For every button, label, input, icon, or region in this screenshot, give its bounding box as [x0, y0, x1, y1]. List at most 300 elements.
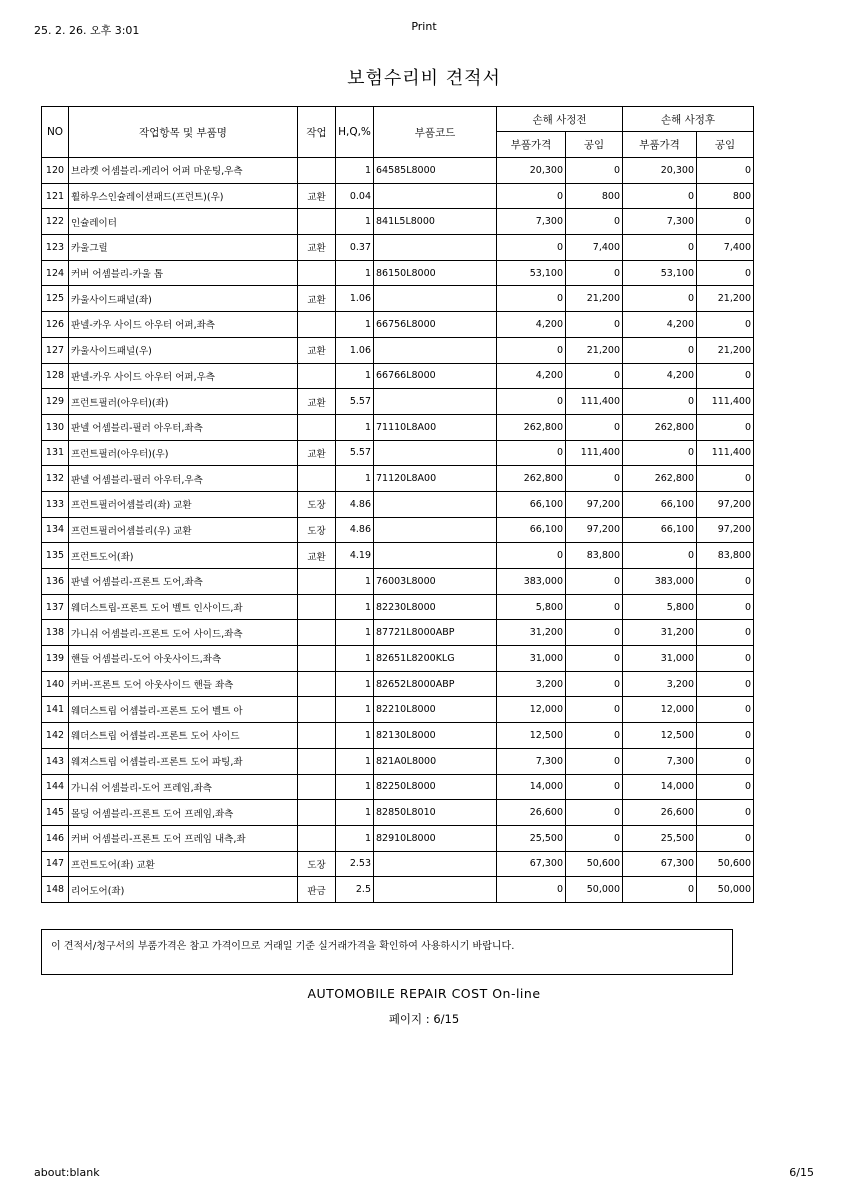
table-row: [42, 620, 754, 646]
cell-item: 브라켓 어셈블리-케리어 어퍼 마운팅,우측: [69, 158, 298, 184]
cell-item: 카울사이드패널(좌): [69, 286, 298, 312]
cell-qty: 1: [336, 260, 374, 286]
table-row: [42, 440, 754, 466]
cell-item: 프런트필러어셈블리(우) 교환: [69, 517, 298, 543]
cell-work: [298, 260, 336, 286]
cell-after-labor: 0: [697, 594, 754, 620]
cell-item: 핸들 어셈블리-도어 아웃사이드,좌측: [69, 646, 298, 672]
cell-after-parts: 53,100: [623, 260, 697, 286]
cell-before-labor: 0: [566, 774, 623, 800]
cell-qty: 1: [336, 414, 374, 440]
cell-work: [298, 774, 336, 800]
cell-after-parts: 0: [623, 389, 697, 415]
cell-no: 124: [42, 260, 69, 286]
cell-before-parts: 262,800: [497, 414, 566, 440]
cell-code: 71120L8A00: [374, 466, 497, 492]
cell-after-labor: 111,400: [697, 389, 754, 415]
cell-no: 125: [42, 286, 69, 312]
cell-work: [298, 748, 336, 774]
cell-work: [298, 671, 336, 697]
cell-code: 82850L8010: [374, 800, 497, 826]
cell-no: 133: [42, 491, 69, 517]
cell-before-labor: 0: [566, 723, 623, 749]
cell-before-parts: 262,800: [497, 466, 566, 492]
cell-no: 138: [42, 620, 69, 646]
cell-qty: 1: [336, 466, 374, 492]
cell-before-parts: 0: [497, 337, 566, 363]
cell-after-parts: 383,000: [623, 569, 697, 595]
cell-no: 122: [42, 209, 69, 235]
cell-before-labor: 0: [566, 466, 623, 492]
cell-after-parts: 25,500: [623, 825, 697, 851]
cell-code: [374, 877, 497, 903]
cell-before-parts: 20,300: [497, 158, 566, 184]
cell-before-parts: 0: [497, 286, 566, 312]
cell-before-labor: 97,200: [566, 517, 623, 543]
cell-qty: 1: [336, 158, 374, 184]
cell-after-parts: 0: [623, 440, 697, 466]
table-row: [42, 158, 754, 184]
cell-item: 커버 어셈블리-카울 톱: [69, 260, 298, 286]
cell-after-parts: 66,100: [623, 491, 697, 517]
cell-before-labor: 0: [566, 646, 623, 672]
estimate-table: [41, 106, 754, 903]
table-row: [42, 183, 754, 209]
cell-after-parts: 5,800: [623, 594, 697, 620]
cell-work: 교환: [298, 337, 336, 363]
cell-no: 131: [42, 440, 69, 466]
cell-before-labor: 50,600: [566, 851, 623, 877]
cell-item: 웨더스트립 어셈블리-프론트 도어 사이드: [69, 723, 298, 749]
cell-before-parts: 4,200: [497, 312, 566, 338]
cell-code: 71110L8A00: [374, 414, 497, 440]
footer-brand: AUTOMOBILE REPAIR COST On-line: [307, 986, 541, 1001]
cell-before-parts: 26,600: [497, 800, 566, 826]
cell-before-parts: 0: [497, 389, 566, 415]
table-row: [42, 569, 754, 595]
cell-work: [298, 800, 336, 826]
cell-item: 카울그릴: [69, 235, 298, 261]
cell-item: 판넬 어셈블리-필러 아우터,좌측: [69, 414, 298, 440]
cell-work: 도장: [298, 517, 336, 543]
cell-qty: 1.06: [336, 337, 374, 363]
cell-after-labor: 50,600: [697, 851, 754, 877]
cell-work: 교환: [298, 543, 336, 569]
cell-after-parts: 0: [623, 337, 697, 363]
cell-no: 134: [42, 517, 69, 543]
cell-before-parts: 14,000: [497, 774, 566, 800]
cell-before-parts: 7,300: [497, 748, 566, 774]
cell-before-labor: 83,800: [566, 543, 623, 569]
cell-work: [298, 569, 336, 595]
table-row: [42, 389, 754, 415]
cell-before-labor: 111,400: [566, 389, 623, 415]
cell-before-labor: 111,400: [566, 440, 623, 466]
cell-after-labor: 0: [697, 825, 754, 851]
notice-text: 이 견적서/청구서의 부품가격은 참고 가격이므로 거래일 기준 실거래가격을 확인하여 사용하시기 바랍니다.: [51, 941, 515, 952]
cell-qty: 4.86: [336, 517, 374, 543]
header-no: NO: [42, 107, 69, 158]
table-row: [42, 877, 754, 903]
header-after-group: 손해 사정후: [623, 107, 754, 132]
cell-item: 커버 어셈블리-프론트 도어 프레임 내측,좌: [69, 825, 298, 851]
cell-no: 126: [42, 312, 69, 338]
cell-qty: 1: [336, 697, 374, 723]
cell-qty: 1: [336, 800, 374, 826]
cell-after-labor: 0: [697, 620, 754, 646]
cell-work: 도장: [298, 851, 336, 877]
cell-before-labor: 7,400: [566, 235, 623, 261]
cell-code: 66766L8000: [374, 363, 497, 389]
notice-box: [41, 929, 733, 975]
cell-item: 프런트필러(아우터)(우): [69, 440, 298, 466]
cell-qty: 1: [336, 594, 374, 620]
cell-no: 137: [42, 594, 69, 620]
print-url: about:blank: [34, 1166, 100, 1179]
cell-after-labor: 0: [697, 646, 754, 672]
cell-before-parts: 0: [497, 183, 566, 209]
cell-no: 148: [42, 877, 69, 903]
cell-code: 64585L8000: [374, 158, 497, 184]
cell-after-parts: 4,200: [623, 312, 697, 338]
cell-before-labor: 0: [566, 312, 623, 338]
cell-before-labor: 0: [566, 594, 623, 620]
cell-before-labor: 0: [566, 569, 623, 595]
cell-code: [374, 851, 497, 877]
cell-code: 82230L8000: [374, 594, 497, 620]
header-before-group: 손해 사정전: [497, 107, 623, 132]
cell-before-labor: 0: [566, 260, 623, 286]
cell-no: 141: [42, 697, 69, 723]
cell-qty: 1: [336, 748, 374, 774]
cell-code: [374, 286, 497, 312]
table-row: [42, 260, 754, 286]
cell-after-labor: 21,200: [697, 337, 754, 363]
cell-after-labor: 0: [697, 414, 754, 440]
cell-before-labor: 0: [566, 825, 623, 851]
cell-qty: 2.5: [336, 877, 374, 903]
cell-before-labor: 0: [566, 158, 623, 184]
cell-after-labor: 0: [697, 363, 754, 389]
print-page-counter: 6/15: [789, 1166, 814, 1179]
table-row: [42, 363, 754, 389]
cell-work: 교환: [298, 183, 336, 209]
cell-after-labor: 0: [697, 723, 754, 749]
cell-work: 교환: [298, 286, 336, 312]
cell-work: [298, 697, 336, 723]
cell-after-labor: 111,400: [697, 440, 754, 466]
cell-work: 교환: [298, 440, 336, 466]
cell-after-labor: 800: [697, 183, 754, 209]
table-row: [42, 774, 754, 800]
cell-after-parts: 31,000: [623, 646, 697, 672]
table-row: [42, 312, 754, 338]
header-before-parts: 부품가격: [497, 132, 566, 158]
cell-after-labor: 0: [697, 748, 754, 774]
cell-qty: 1: [336, 569, 374, 595]
cell-qty: 1.06: [336, 286, 374, 312]
table-row: [42, 286, 754, 312]
cell-qty: 1: [336, 209, 374, 235]
cell-item: 판넬 어셈블리-필러 아우터,우측: [69, 466, 298, 492]
cell-before-labor: 21,200: [566, 337, 623, 363]
cell-before-labor: 0: [566, 697, 623, 723]
table-row: [42, 748, 754, 774]
table-row: [42, 466, 754, 492]
cell-item: 웨져스트립 어셈블리-프론트 도어 파팅,좌: [69, 748, 298, 774]
cell-before-parts: 66,100: [497, 491, 566, 517]
cell-after-labor: 0: [697, 774, 754, 800]
table-row: [42, 697, 754, 723]
cell-code: 76003L8000: [374, 569, 497, 595]
cell-after-parts: 14,000: [623, 774, 697, 800]
cell-before-parts: 5,800: [497, 594, 566, 620]
table-row: [42, 491, 754, 517]
cell-before-parts: 3,200: [497, 671, 566, 697]
cell-item: 웨더스트립-프론트 도어 벨트 인사이드,좌: [69, 594, 298, 620]
header-code: 부품코드: [374, 107, 497, 158]
cell-qty: 4.19: [336, 543, 374, 569]
cell-before-parts: 4,200: [497, 363, 566, 389]
cell-before-labor: 0: [566, 363, 623, 389]
cell-before-labor: 21,200: [566, 286, 623, 312]
cell-after-parts: 0: [623, 235, 697, 261]
table-row: [42, 646, 754, 672]
cell-before-parts: 12,000: [497, 697, 566, 723]
cell-before-parts: 66,100: [497, 517, 566, 543]
cell-after-parts: 12,000: [623, 697, 697, 723]
cell-no: 130: [42, 414, 69, 440]
cell-item: 판넬-카우 사이드 아우터 어퍼,좌측: [69, 312, 298, 338]
cell-code: 82130L8000: [374, 723, 497, 749]
cell-qty: 1: [336, 825, 374, 851]
cell-after-labor: 0: [697, 312, 754, 338]
cell-work: [298, 594, 336, 620]
cell-code: [374, 235, 497, 261]
cell-item: 판넬 어셈블리-프론트 도어,좌측: [69, 569, 298, 595]
cell-code: [374, 491, 497, 517]
cell-after-parts: 20,300: [623, 158, 697, 184]
cell-after-parts: 4,200: [623, 363, 697, 389]
table-row: [42, 209, 754, 235]
cell-no: 132: [42, 466, 69, 492]
cell-code: 841L5L8000: [374, 209, 497, 235]
cell-work: [298, 466, 336, 492]
table-header: [42, 107, 754, 158]
cell-after-parts: 0: [623, 877, 697, 903]
cell-work: [298, 363, 336, 389]
cell-item: 커버-프론트 도어 아웃사이드 핸들 좌측: [69, 671, 298, 697]
cell-before-parts: 0: [497, 235, 566, 261]
cell-code: 86150L8000: [374, 260, 497, 286]
cell-item: 인슐레이터: [69, 209, 298, 235]
cell-work: 도장: [298, 491, 336, 517]
cell-after-parts: 26,600: [623, 800, 697, 826]
cell-work: [298, 312, 336, 338]
cell-no: 144: [42, 774, 69, 800]
cell-before-parts: 53,100: [497, 260, 566, 286]
cell-qty: 1: [336, 646, 374, 672]
footer-page-number: 페이지 : 6/15: [388, 1012, 460, 1026]
table-body: [42, 158, 754, 903]
cell-after-labor: 0: [697, 671, 754, 697]
cell-after-parts: 0: [623, 543, 697, 569]
print-datetime: 25. 2. 26. 오후 3:01: [34, 24, 140, 37]
cell-no: 129: [42, 389, 69, 415]
table-row: [42, 851, 754, 877]
table-row: [42, 414, 754, 440]
cell-code: 82910L8000: [374, 825, 497, 851]
cell-qty: 5.57: [336, 440, 374, 466]
cell-after-parts: 7,300: [623, 209, 697, 235]
cell-before-parts: 31,200: [497, 620, 566, 646]
cell-before-labor: 0: [566, 748, 623, 774]
cell-code: 821A0L8000: [374, 748, 497, 774]
table-row: [42, 337, 754, 363]
header-work: 작업: [298, 107, 336, 158]
cell-after-labor: 0: [697, 158, 754, 184]
cell-code: 82652L8000ABP: [374, 671, 497, 697]
header-after-labor: 공임: [697, 132, 754, 158]
header-qty: H,Q,%: [336, 107, 374, 158]
table-row: [42, 517, 754, 543]
cell-qty: 0.04: [336, 183, 374, 209]
cell-qty: 1: [336, 671, 374, 697]
cell-item: 웨더스트립 어셈블리-프론트 도어 벨트 아: [69, 697, 298, 723]
cell-after-labor: 0: [697, 569, 754, 595]
cell-work: 교환: [298, 235, 336, 261]
cell-code: [374, 543, 497, 569]
table-row: [42, 671, 754, 697]
cell-after-parts: 0: [623, 183, 697, 209]
cell-before-labor: 0: [566, 209, 623, 235]
table-row: [42, 594, 754, 620]
cell-item: 프런트도어(좌): [69, 543, 298, 569]
cell-work: 판금: [298, 877, 336, 903]
cell-item: 카울사이드패널(우): [69, 337, 298, 363]
cell-before-parts: 67,300: [497, 851, 566, 877]
cell-item: 프런트도어(좌) 교환: [69, 851, 298, 877]
cell-work: [298, 825, 336, 851]
cell-item: 프런트필러(아우터)(좌): [69, 389, 298, 415]
cell-no: 121: [42, 183, 69, 209]
cell-no: 139: [42, 646, 69, 672]
cell-after-labor: 0: [697, 466, 754, 492]
cell-no: 146: [42, 825, 69, 851]
cell-work: [298, 209, 336, 235]
cell-work: [298, 723, 336, 749]
cell-code: [374, 389, 497, 415]
cell-before-labor: 0: [566, 671, 623, 697]
cell-qty: 0.37: [336, 235, 374, 261]
cell-before-labor: 0: [566, 620, 623, 646]
cell-no: 142: [42, 723, 69, 749]
cell-after-labor: 97,200: [697, 491, 754, 517]
cell-no: 127: [42, 337, 69, 363]
cell-no: 128: [42, 363, 69, 389]
cell-after-parts: 31,200: [623, 620, 697, 646]
cell-no: 135: [42, 543, 69, 569]
cell-code: [374, 517, 497, 543]
cell-before-parts: 25,500: [497, 825, 566, 851]
cell-qty: 4.86: [336, 491, 374, 517]
cell-item: 몰딩 어셈블리-프론트 도어 프레임,좌측: [69, 800, 298, 826]
table-row: [42, 800, 754, 826]
cell-item: 리어도어(좌): [69, 877, 298, 903]
cell-before-parts: 0: [497, 440, 566, 466]
cell-qty: 1: [336, 774, 374, 800]
cell-work: [298, 414, 336, 440]
cell-before-parts: 12,500: [497, 723, 566, 749]
cell-work: [298, 158, 336, 184]
cell-before-parts: 0: [497, 543, 566, 569]
cell-qty: 2.53: [336, 851, 374, 877]
print-title: Print: [411, 20, 437, 33]
cell-before-parts: 383,000: [497, 569, 566, 595]
cell-no: 123: [42, 235, 69, 261]
cell-qty: 1: [336, 723, 374, 749]
cell-before-parts: 31,000: [497, 646, 566, 672]
cell-code: 82651L8200KLG: [374, 646, 497, 672]
cell-work: 교환: [298, 389, 336, 415]
cell-no: 143: [42, 748, 69, 774]
cell-item: 휠하우스인슐레이션패드(프런트)(우): [69, 183, 298, 209]
cell-item: 프런트필러어셈블리(좌) 교환: [69, 491, 298, 517]
cell-after-labor: 7,400: [697, 235, 754, 261]
header-after-parts: 부품가격: [623, 132, 697, 158]
cell-before-labor: 0: [566, 800, 623, 826]
cell-qty: 5.57: [336, 389, 374, 415]
cell-after-parts: 262,800: [623, 466, 697, 492]
cell-before-labor: 0: [566, 414, 623, 440]
cell-item: 가니쉬 어셈블리-프론트 도어 사이드,좌측: [69, 620, 298, 646]
cell-before-labor: 50,000: [566, 877, 623, 903]
cell-code: 66756L8000: [374, 312, 497, 338]
cell-before-labor: 800: [566, 183, 623, 209]
cell-no: 147: [42, 851, 69, 877]
cell-after-parts: 262,800: [623, 414, 697, 440]
cell-code: 82250L8000: [374, 774, 497, 800]
document-title: 보험수리비 견적서: [347, 68, 501, 89]
cell-after-labor: 0: [697, 260, 754, 286]
cell-code: 82210L8000: [374, 697, 497, 723]
cell-after-labor: 50,000: [697, 877, 754, 903]
table-row: [42, 825, 754, 851]
cell-after-parts: 12,500: [623, 723, 697, 749]
cell-after-labor: 83,800: [697, 543, 754, 569]
cell-no: 140: [42, 671, 69, 697]
cell-qty: 1: [336, 312, 374, 338]
table-row: [42, 543, 754, 569]
cell-before-parts: 7,300: [497, 209, 566, 235]
cell-after-parts: 7,300: [623, 748, 697, 774]
cell-after-labor: 21,200: [697, 286, 754, 312]
cell-code: [374, 183, 497, 209]
cell-code: [374, 440, 497, 466]
cell-before-parts: 0: [497, 877, 566, 903]
cell-after-parts: 66,100: [623, 517, 697, 543]
cell-item: 가니쉬 어셈블리-도어 프레임,좌측: [69, 774, 298, 800]
cell-work: [298, 620, 336, 646]
cell-qty: 1: [336, 363, 374, 389]
cell-no: 120: [42, 158, 69, 184]
cell-before-labor: 97,200: [566, 491, 623, 517]
cell-code: 87721L8000ABP: [374, 620, 497, 646]
cell-after-labor: 0: [697, 800, 754, 826]
cell-item: 판넬-카우 사이드 아우터 어퍼,우측: [69, 363, 298, 389]
header-item: 작업항목 및 부품명: [69, 107, 298, 158]
cell-qty: 1: [336, 620, 374, 646]
